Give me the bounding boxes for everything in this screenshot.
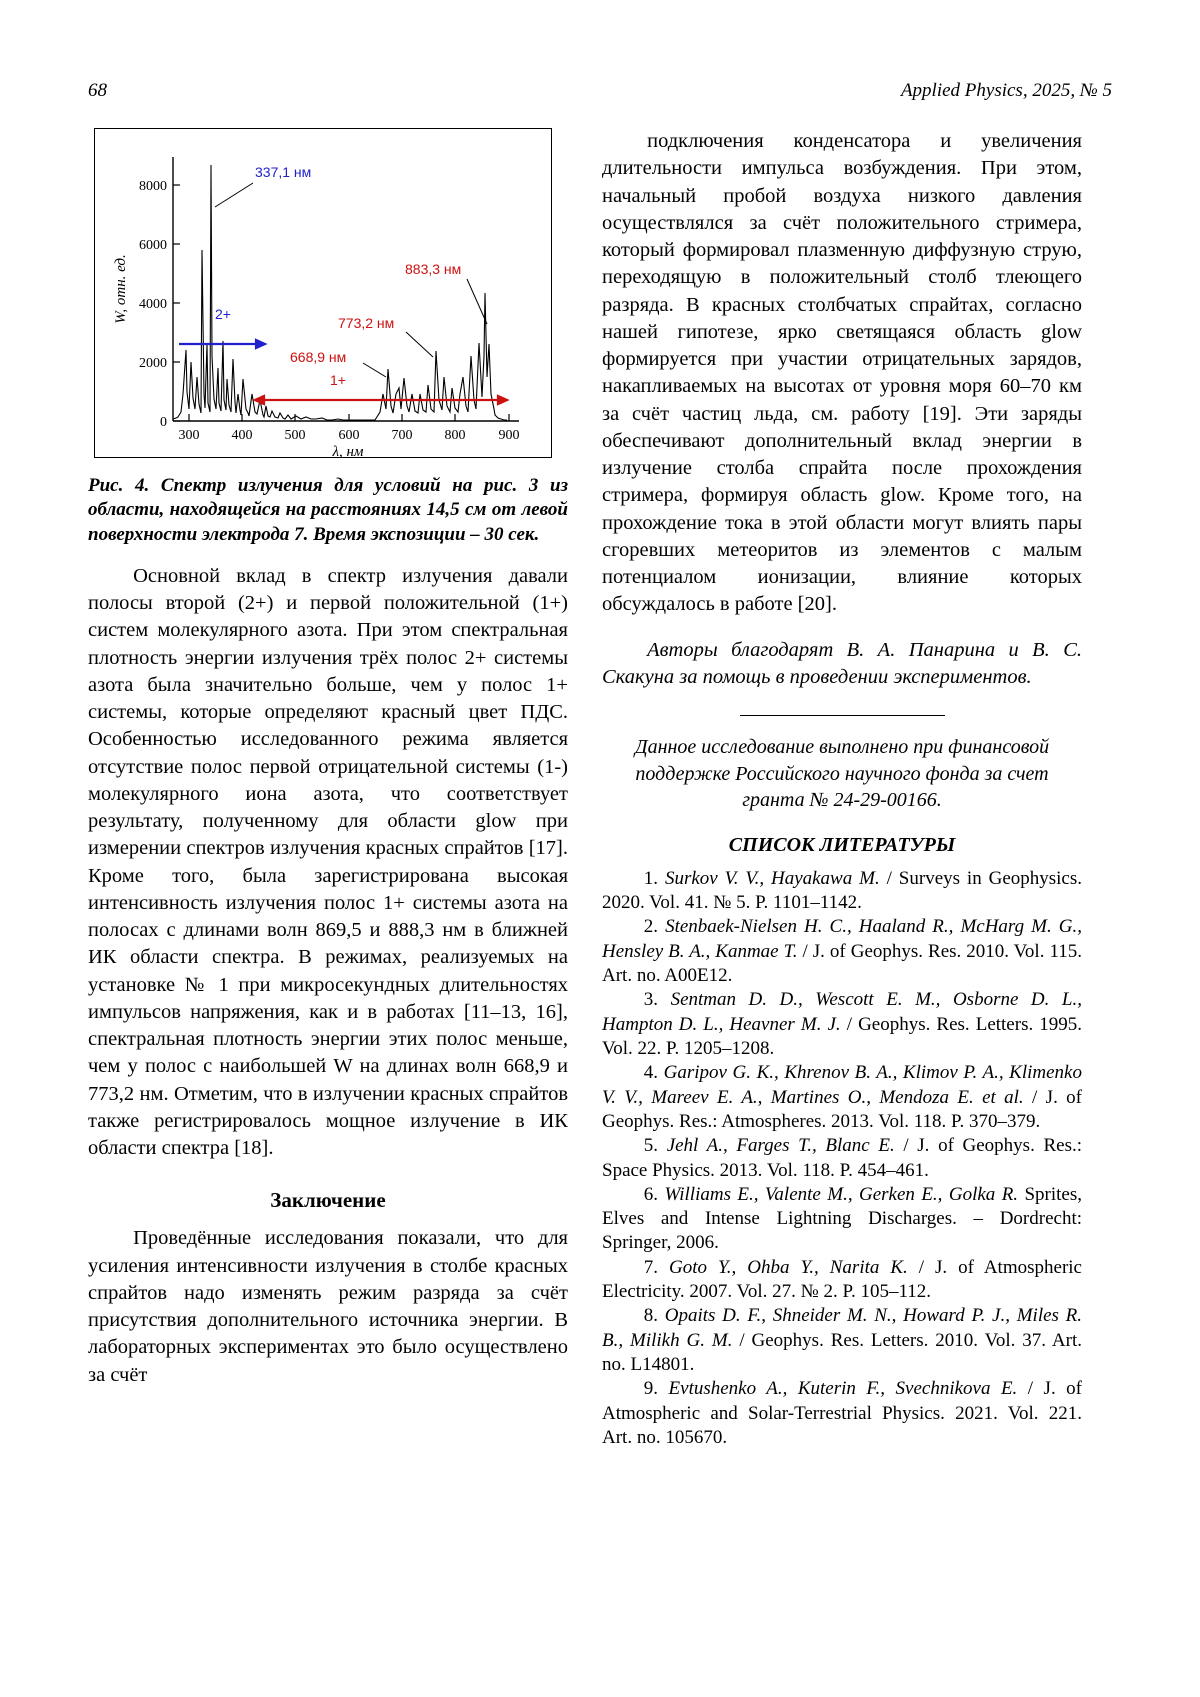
annotation-2plus: 2+	[215, 306, 231, 322]
reference-item	[602, 988, 1082, 1061]
reference-authors: Jehl A., Farges T., Blanc E.	[666, 1135, 895, 1157]
reference-item	[602, 1134, 1082, 1183]
annotation-773: 773,2 нм	[338, 315, 395, 331]
reference-rest: / Surveys in Geophysics. 2020. Vol. 41. № 5. P. 1101–1142.	[602, 867, 1082, 914]
svg-text:6000: 6000	[139, 238, 167, 253]
right-paragraph-1: подключения конденсатора и увеличения длительности импульса возбуждения. При этом, начальный пробой воздуха низкого давления осуществлялся за счёт положительного стримера, который формировал плазменную диффузную струю, переходящую в положительный столб тлеющего разряда. В красных столбчатых спрайтах, согласно нашей гипотезе, ярко светящаяся область glow формируется при участии отрицательных зарядов, накапливаемых на высотах от уровня моря 60–70 км за счёт частиц льда, см. работу [19]. Эти заряды обеспечивают дополнительный вклад энергии в излучение столба спрайта после прохождения стримера, формируя область glow. Кроме того, на прохождение тока в этой области могут влиять пары сгоревших метеоритов из элементов с малым потенциалом ионизации, влияние которых обсуждалось в работе [20].	[602, 130, 1082, 616]
reference-rest: / Geophys. Res. Letters. 1995. Vol. 22. P. 1205–1208.	[602, 1013, 1083, 1059]
left-paragraph-1: Основной вклад в спектр излучения давали полосы второй (2+) и первой положительной (1+) систем молекулярного азота. При этом спектральная плотность энергии излучения трёх полос 2+ системы азота была значительно больше, чем у полос 1+ системы, которые определяют красный цвет ПДС. Особенностью исследованного режима является отсутствие полос первой отрицательной системы (1-) молекулярного иона азота, что соответствует результату, полученному для области glow при измерении спектров излучения красных спрайтов [17]. Кроме того, была зарегистрирована высокая интенсивность излучения полос 1+ системы азота на полосах с длинами волн 869,5 и 888,3 нм в ближней ИК области спектра. В режимах, реализуемых на установке № 1 при микросекундных длительностях импульсов напряжения, как и в работах [11–13, 16], спектральная плотность энергии этих полос меньше, чем у полос с наибольшей W на длинах волн 668,9 и 773,2 нм. Отметим, что в излучении красных спрайтов также регистрировалось мощное излучение в ИК области спектра [18].	[88, 564, 568, 1160]
funding-note: Данное исследование выполнено при финансовой поддержке Российского научного фонда за счет гранта № 24-29-00166.	[634, 736, 1050, 812]
svg-text:λ, нм: λ, нм	[332, 444, 364, 457]
reference-rest: Sprites, Elves and Intense Lightning Discharges. – Dordrecht: Springer, 2006.	[602, 1183, 1083, 1254]
svg-text:800: 800	[444, 428, 466, 443]
reference-authors: Evtushenko A., Kuterin F., Svechnikova E.	[668, 1378, 1018, 1400]
figure-4	[94, 128, 552, 458]
reference-number: 5.	[643, 1135, 659, 1157]
body-columns	[88, 128, 1112, 1450]
reference-number: 4.	[643, 1062, 659, 1084]
acknowledgement: Авторы благодарят В. А. Панарина и В. С. Скакуна за помощь в проведении экспериментов.	[602, 638, 1082, 688]
reference-rest: / J. of Atmospheric Electricity. 2007. Vol. 27. № 2. P. 105–112.	[602, 1256, 1082, 1303]
journal-title: Applied Physics, 2025, № 5	[900, 80, 1112, 101]
reference-authors: Goto Y., Ohba Y., Narita K.	[669, 1256, 908, 1278]
annotation-337: 337,1 нм	[255, 164, 312, 180]
conclusion-heading: Заключение	[270, 1188, 386, 1213]
reference-item	[602, 867, 1082, 916]
reference-item	[602, 1256, 1082, 1305]
reference-number: 6.	[643, 1183, 659, 1205]
reference-number: 1.	[643, 867, 659, 889]
running-head	[88, 80, 1112, 102]
reference-rest: / J. of Geophys. Res.: Atmospheres. 2013. Vol. 118. P. 370–379.	[602, 1086, 1082, 1132]
svg-text:900: 900	[498, 428, 520, 443]
page-number: 68	[88, 80, 107, 101]
svg-text:8000: 8000	[139, 179, 167, 194]
svg-text:300: 300	[178, 428, 200, 443]
reference-rest: / J. of Geophys. Res. 2010. Vol. 115. Art. no. A00E12.	[602, 940, 1082, 987]
reference-number: 8.	[643, 1305, 659, 1327]
reference-authors: Surkov V. V., Hayakawa M.	[664, 867, 880, 889]
annotation-883: 883,3 нм	[405, 261, 462, 277]
right-column	[602, 128, 1082, 1450]
svg-text:600: 600	[338, 428, 360, 443]
reference-number: 7.	[643, 1256, 659, 1278]
svg-text:2000: 2000	[139, 356, 167, 371]
svg-text:W, отн. ед.: W, отн. ед.	[113, 254, 129, 324]
svg-text:0: 0	[160, 415, 167, 430]
reference-authors: Stenbaek-Nielsen H. C., Haaland R., McHarg M. G., Hensley B. A., Kanmae T.	[602, 916, 1082, 962]
section-divider	[740, 715, 945, 716]
reference-number: 2.	[643, 916, 659, 938]
reference-item	[602, 915, 1082, 988]
reference-authors: Opaits D. F., Shneider M. N., Howard P. J., Miles R. B., Milikh G. M.	[602, 1305, 1082, 1351]
reference-rest: / Geophys. Res. Letters. 2010. Vol. 37. Art. no. L14801.	[602, 1329, 1082, 1376]
spectrum-chart	[95, 129, 551, 457]
reference-authors: Garipov G. K., Khrenov B. A., Klimov P. A., Klimenko V. V., Mareev E. A., Martines O., Mendoza E. et al.	[602, 1062, 1082, 1108]
svg-text:400: 400	[231, 428, 253, 443]
reference-number: 3.	[643, 989, 659, 1011]
reference-item	[602, 1304, 1082, 1377]
reference-authors: Sentman D. D., Wescott E. M., Osborne D. L., Hampton D. L., Heavner M. J.	[602, 989, 1082, 1035]
figure-caption: Рис. 4. Спектр излучения для условий на рис. 3 из области, находящейся на расстояниях 14,5 см от левой поверхности электрода 7. Время экспозиции – 30 сек.	[88, 475, 568, 545]
annotation-668: 668,9 нм	[290, 349, 347, 365]
annotation-1plus: 1+	[330, 372, 346, 388]
reference-item	[602, 1377, 1082, 1450]
svg-text:500: 500	[284, 428, 306, 443]
left-column	[88, 128, 568, 1450]
references-heading: СПИСОК ЛИТЕРАТУРЫ	[728, 833, 956, 856]
reference-authors: Williams E., Valente M., Gerken E., Golka R.	[664, 1183, 1019, 1205]
svg-text:4000: 4000	[139, 297, 167, 312]
svg-text:700: 700	[391, 428, 413, 443]
reference-item	[602, 1061, 1082, 1134]
reference-item	[602, 1183, 1082, 1256]
conclusion-paragraph: Проведённые исследования показали, что для усиления интенсивности излучения в столбе красных спрайтов надо изменять режим разряда за счёт присутствия дополнительного источника энергии. В лабораторных экспериментах это было осуществлено за счёт	[88, 1227, 568, 1386]
reference-number: 9.	[643, 1378, 659, 1400]
reference-rest: / J. of Geophys. Res.: Space Physics. 2013. Vol. 118. P. 454–461.	[602, 1135, 1082, 1181]
reference-rest: / J. of Atmospheric and Solar-Terrestrial Physics. 2021. Vol. 221. Art. no. 105670.	[602, 1378, 1083, 1448]
